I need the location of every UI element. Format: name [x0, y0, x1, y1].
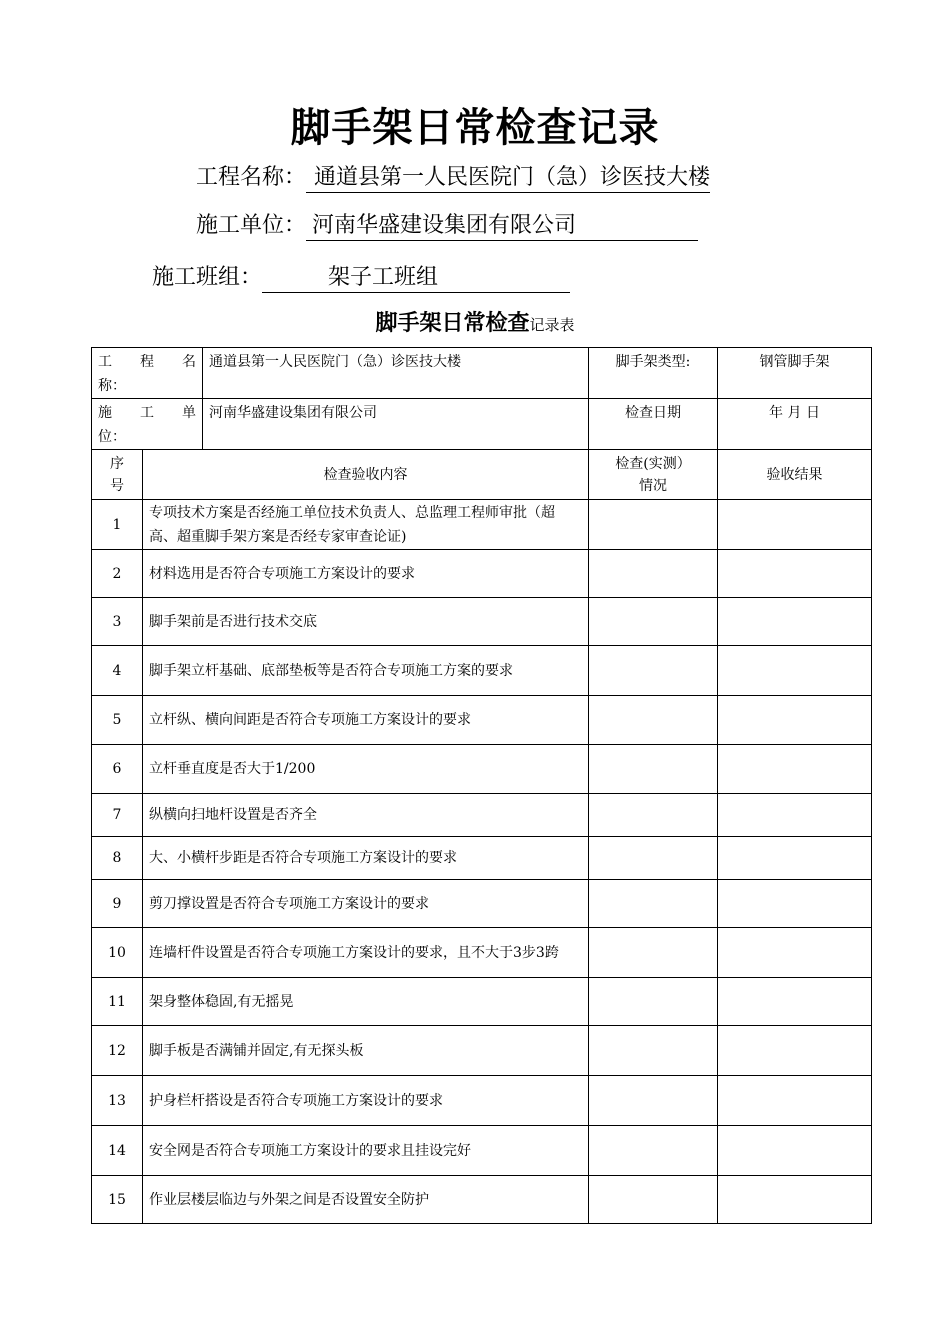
row-check-cell: [589, 745, 718, 794]
row-number: 10: [92, 928, 143, 978]
row-result-cell: [718, 978, 872, 1026]
row-result-cell: [718, 1176, 872, 1224]
inspection-date-value: 年 月 日: [718, 399, 872, 450]
row-content: 脚手架立杆基础、底部垫板等是否符合专项施工方案的要求: [143, 646, 589, 696]
row-result-cell: [718, 550, 872, 598]
table-row: [92, 598, 872, 646]
row-number: 1: [92, 500, 143, 550]
row-number: 2: [92, 550, 143, 598]
row-check-cell: [589, 598, 718, 646]
row-check-cell: [589, 928, 718, 978]
scaffold-type-label: 脚手架类型:: [589, 348, 718, 399]
row-result-cell: [718, 837, 872, 880]
table-row: [92, 880, 872, 928]
table-title-small: 记录表: [529, 316, 575, 334]
row-result-cell: [718, 646, 872, 696]
header-row-unit: [92, 399, 872, 450]
table-row: [92, 978, 872, 1026]
row-content: 架身整体稳固,有无摇晃: [143, 978, 589, 1026]
row-content: 安全网是否符合专项施工方案设计的要求且挂设完好: [143, 1126, 589, 1176]
row-number: 3: [92, 598, 143, 646]
row-check-cell: [589, 837, 718, 880]
table-row: [92, 500, 872, 550]
table-row: [92, 646, 872, 696]
table-row: [92, 1176, 872, 1224]
table-row: [92, 745, 872, 794]
document-title: 脚手架日常检查记录: [290, 105, 660, 151]
row-check-cell: [589, 1026, 718, 1076]
row-content: 脚手板是否满铺并固定,有无探头板: [143, 1026, 589, 1076]
table-row: [92, 1126, 872, 1176]
inspection-table: [91, 347, 872, 1224]
row-number: 5: [92, 696, 143, 745]
row-check-cell: [589, 1076, 718, 1126]
contractor-line: [196, 208, 698, 241]
row-content: 专项技术方案是否经施工单位技术负责人、总监理工程师审批（超高、超重脚手架方案是否经专家审查论证): [143, 500, 589, 550]
row-content: 材料选用是否符合专项施工方案设计的要求: [143, 550, 589, 598]
row-check-cell: [589, 500, 718, 550]
header-row-project: [92, 348, 872, 399]
row-number: 9: [92, 880, 143, 928]
row-check-cell: [589, 1126, 718, 1176]
row-number: 15: [92, 1176, 143, 1224]
row-result-cell: [718, 696, 872, 745]
row-number: 6: [92, 745, 143, 794]
row-number: 13: [92, 1076, 143, 1126]
row-content: 脚手架前是否进行技术交底: [143, 598, 589, 646]
row-check-cell: [589, 696, 718, 745]
row-result-cell: [718, 500, 872, 550]
table-row: [92, 1026, 872, 1076]
row-content: 剪刀撑设置是否符合专项施工方案设计的要求: [143, 880, 589, 928]
table-title-main: 脚手架日常检查: [375, 311, 530, 336]
result-header: 验收结果: [718, 450, 872, 500]
row-content: 作业层楼层临边与外架之间是否设置安全防护: [143, 1176, 589, 1224]
table-row: [92, 550, 872, 598]
team-line: [152, 260, 570, 293]
row-result-cell: [718, 928, 872, 978]
row-check-cell: [589, 880, 718, 928]
row-check-cell: [589, 794, 718, 837]
row-check-cell: [589, 1176, 718, 1224]
row-number: 8: [92, 837, 143, 880]
project-name-line: [196, 160, 710, 193]
contractor-value: 河南华盛建设集团有限公司: [306, 208, 698, 241]
project-value-cell: 通道县第一人民医院门（急）诊医技大楼: [203, 348, 589, 399]
row-result-cell: [718, 880, 872, 928]
row-content: 护身栏杆搭设是否符合专项施工方案设计的要求: [143, 1076, 589, 1126]
row-content: 纵横向扫地杆设置是否齐全: [143, 794, 589, 837]
team-label: 施工班组：: [152, 265, 263, 290]
scaffold-type-value: 钢管脚手架: [718, 348, 872, 399]
row-number: 7: [92, 794, 143, 837]
row-content: 立杆纵、横向间距是否符合专项施工方案设计的要求: [143, 696, 589, 745]
row-number: 12: [92, 1026, 143, 1076]
inspection-date-label: 检查日期: [589, 399, 718, 450]
no-header: 序 号: [92, 450, 143, 500]
table-row: [92, 696, 872, 745]
team-value: 架子工班组: [262, 260, 570, 293]
project-name-value: 通道县第一人民医院门（急）诊医技大楼: [306, 160, 710, 193]
table-row: [92, 794, 872, 837]
row-result-cell: [718, 1026, 872, 1076]
project-name-label: 工程名称：: [196, 165, 307, 190]
row-result-cell: [718, 1076, 872, 1126]
table-row: [92, 837, 872, 880]
table-row: [92, 1076, 872, 1126]
table-title: [0, 306, 950, 337]
row-number: 11: [92, 978, 143, 1026]
row-result-cell: [718, 598, 872, 646]
row-result-cell: [718, 745, 872, 794]
row-number: 14: [92, 1126, 143, 1176]
row-content: 立杆垂直度是否大于1/200: [143, 745, 589, 794]
row-result-cell: [718, 1126, 872, 1176]
row-result-cell: [718, 794, 872, 837]
check-header: 检查(实测） 情况: [589, 450, 718, 500]
table-row: [92, 928, 872, 978]
row-content: 连墙杆件设置是否符合专项施工方案设计的要求，且不大于3步3跨: [143, 928, 589, 978]
row-number: 4: [92, 646, 143, 696]
project-label-cell: 工 程 名 称：: [92, 348, 203, 399]
contractor-label: 施工单位：: [196, 213, 307, 238]
row-check-cell: [589, 978, 718, 1026]
row-check-cell: [589, 550, 718, 598]
unit-value-cell: 河南华盛建设集团有限公司: [203, 399, 589, 450]
unit-label-cell: 施 工 单 位：: [92, 399, 203, 450]
column-header-row: [92, 450, 872, 500]
row-content: 大、小横杆步距是否符合专项施工方案设计的要求: [143, 837, 589, 880]
content-header: 检查验收内容: [143, 450, 589, 500]
row-check-cell: [589, 646, 718, 696]
